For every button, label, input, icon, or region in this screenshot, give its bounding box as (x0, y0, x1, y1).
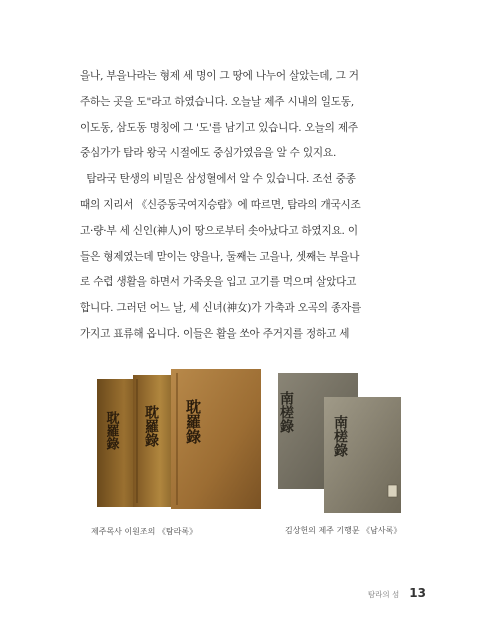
body-line: 주하는 곳을 도"라고 하였습니다. 오늘날 제주 시내의 일도동, (80, 95, 354, 108)
page-footer (368, 582, 426, 601)
running-title: 탐라의 섬 (367, 590, 400, 599)
body-line: 이도동, 삼도동 명칭에 그 '도'를 남기고 있습니다. 오늘의 제주 (80, 121, 358, 134)
book-title-4: 南槎錄 (278, 391, 294, 433)
namsarok-books-photo (278, 373, 401, 513)
figure-caption-left: 제주목사 이원조의 《탐라록》 (91, 527, 198, 536)
page-number: 13 (409, 586, 426, 600)
body-line: 중심가가 탐라 왕국 시절에도 중심가였음을 알 수 있지요. (80, 147, 337, 160)
body-line: 로 수렵 생활을 하면서 가죽옷을 입고 고기를 먹으며 살았다고 (80, 276, 357, 289)
library-label-icon (388, 485, 397, 497)
body-line: 들은 형제였는데 맏이는 양을나, 둘째는 고을나, 셋째는 부을나 (80, 250, 360, 263)
body-line: 고·량·부 세 신인(神人)이 땅으로부터 솟아났다고 하였지요. 이 (80, 224, 358, 237)
body-line: 때의 지리서 《신증동국여지승람》에 따르면, 탐라의 개국시조 (80, 198, 361, 211)
body-line: 가지고 표류해 옵니다. 이들은 활을 쏘아 주거지를 정하고 세 (80, 327, 350, 340)
body-line: 을나, 부을나라는 형제 세 명이 그 땅에 나누어 살았는데, 그 거 (80, 70, 359, 82)
book-title-5: 南槎錄 (332, 415, 348, 457)
book-title-3: 耽羅錄 (184, 399, 202, 444)
book-title-2: 耽羅錄 (143, 405, 159, 447)
body-text (80, 64, 426, 348)
book-title-1: 耽羅錄 (103, 411, 119, 450)
body-line: 탐라국 탄생의 비밀은 삼성혈에서 알 수 있습니다. 조선 중종 (80, 173, 356, 186)
figure-caption-right: 김상헌의 제주 기행문 《남사록》 (285, 526, 402, 535)
tamnarok-books-photo (97, 369, 261, 511)
body-line: 합니다. 그러던 어느 날, 세 신녀(神女)가 가축과 오곡의 종자를 (80, 302, 362, 315)
